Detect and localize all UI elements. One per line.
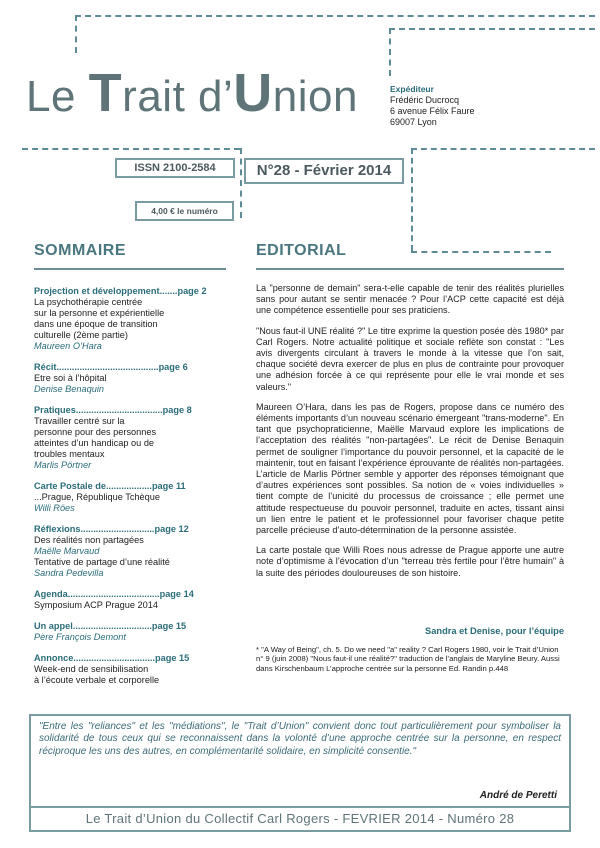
toc-item[interactable]: Annonce................................page 15 Week-end de sensibilisation à l’écoute verbale et corporelle <box>34 653 190 685</box>
editorial-paragraph: "Nous faut-il UNE réalité ?" Le titre exprime la question posée dès 1980* par Carl Rogers. Notre actualité politique et sociale reflète son constat : "Les avis divergents circulant à travers le monde à la vitesse que l’on sait, chaque société devra exercer de plus en plus de contrainte pour provoquer une adhésion forcée à ce qui représente pour elle le vrai monde et ses valeurs." <box>256 325 564 392</box>
quote-box <box>29 714 571 808</box>
toc-item[interactable]: Pratiques..................................page 8 Travailler centré sur la personne pour des personnes atteintes d’un handicap ou de troubles mentaux Marlis Pörtner <box>34 405 192 470</box>
newsletter-title: Le Trait d’Union <box>26 63 358 123</box>
toc-item[interactable]: Carte Postale de..................page 11 ...Prague, République Tchèque Willi Röes <box>34 481 186 513</box>
editorial-paragraph: La carte postale que Willi Roes nous adresse de Prague apporte une autre note d’optimisme à l’évocation d’un "terreau très fertile pour l’être humain" à la suite des périodes douloureuses de son histoire. <box>256 545 564 578</box>
dashed-divider <box>389 28 595 30</box>
dashed-divider <box>389 28 391 76</box>
issue-number-box: N°28 - Février 2014 <box>244 158 404 184</box>
price-box: 4,00 € le numéro <box>135 201 234 221</box>
editorial-body <box>256 283 564 588</box>
table-of-contents <box>34 286 224 696</box>
page-footer: Le Trait d’Union du Collectif Carl Rogers - FEVRIER 2014 - Numéro 28 <box>29 808 571 832</box>
sommaire-rule <box>34 268 226 270</box>
dashed-divider <box>411 148 413 251</box>
toc-item[interactable]: Récit........................................page 6 Etre soi à l’hôpital Denise Benaquin <box>34 362 188 394</box>
toc-item[interactable]: Agenda....................................page 14 Symposium ACP Prague 2014 <box>34 589 194 610</box>
sommaire-heading: SOMMAIRE <box>34 242 126 259</box>
dashed-divider <box>240 148 242 218</box>
dashed-divider <box>75 15 77 53</box>
editorial-paragraph: Maureen O’Hara, dans les pas de Rogers, propose dans ce numéro des éléments importants d’un nouveau scénario émergeant "trans-moderne". En tant que psychopraticienne, Maëlle Marvaud explore les implications de l’acceptation des réalités "non-partagées". Le récit de Denise Benaquin permet de souligner l’importance du pouvoir personnel, et la capacité de le maintenir, tout en faisant l’expérience éprouvante de réalités non-partagées. L’article de Marlis Pörtner semble y apporter des réponses témoignant que d’autres expériences sont possibles. Sa notion de « voies individuelles » tient compte de l’unicité du processus de croissance ; elle permet une attitude respectueuse du pouvoir personnel, traduite en actes, tissant ainsi un lien entre le patient et le professionnel pour favoriser chaque petite parcelle précieuse d’auto-détermination de la personne assistée. <box>256 401 564 536</box>
quote-text: "Entre les "reliances" et les "médiations", le "Trait d’Union" convient donc tout particulièrement pour symboliser la solidarité de tous ceux qui se reconnaissent dans la volonté d’une approche centrée sur la personne, en respect réciproque les uns des autres, en complémentarité solidaire, en simplicité consentie." <box>39 721 561 757</box>
issn-box: ISSN 2100-2584 <box>115 158 235 178</box>
editorial-paragraph: La "personne de demain" sera-t-elle capable de tenir des réalités plurielles sans pour autant se sentir menacée ? Pour l’ACP cette capacité est déjà une compétence essentielle pour ses praticiens. <box>256 283 564 316</box>
sender-address: Expéditeur Frédéric Ducrocq 6 avenue Félix Faure 69007 Lyon <box>390 84 475 127</box>
toc-item[interactable]: Un appel...............................page 15 Père François Demont <box>34 621 187 642</box>
quote-author: André de Peretti <box>479 790 557 801</box>
dashed-divider <box>411 148 595 150</box>
editorial-heading: EDITORIAL <box>256 242 347 259</box>
editorial-rule <box>256 268 564 270</box>
dashed-divider <box>22 148 240 150</box>
dashed-divider <box>411 251 551 253</box>
toc-item[interactable]: Réflexions.............................page 12 Des réalités non partagées Maëlle Marvaud Tentative de partage d’une réalité Sandra Pedevilla <box>34 524 189 578</box>
editorial-signature: Sandra et Denise, pour l’équipe <box>425 626 564 636</box>
editorial-footnote: * "A Way of Being", ch. 5. Do we need "a" reality ? Carl Rogers 1980, voir le Trait d’Union n° 9 (juin 2008) "Nous faut-il une réalité?" traduction de l’anglais de Maryline Beury. Aussi dans Kirschenbaum L’approche centrée sur la personne Ed. Randin p.448 <box>256 645 560 673</box>
toc-item[interactable]: Projection et développement.......page 2 La psychothérapie centrée sur la personne et expérientielle dans une époque de transition culturelle (2ème partie) Maureen O’Hara <box>34 286 207 351</box>
dashed-divider <box>75 15 595 17</box>
